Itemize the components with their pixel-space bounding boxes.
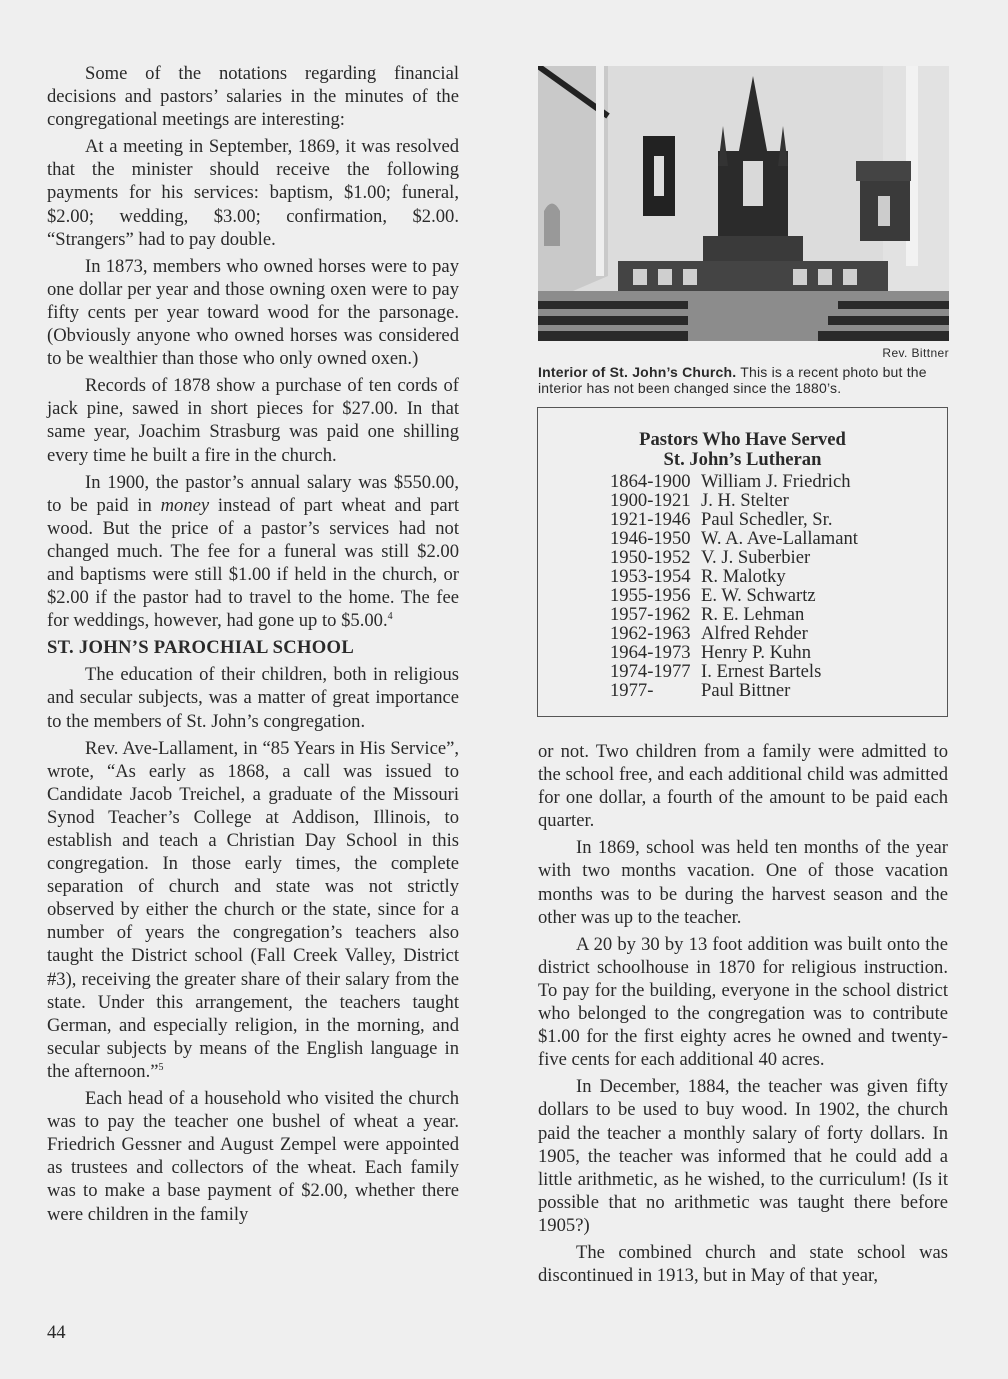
pastor-name: E. W. Schwartz (701, 585, 816, 606)
right-column (538, 740, 948, 1291)
pastor-row (610, 586, 947, 605)
photo-caption (538, 364, 949, 396)
paragraph: The education of their children, both in religious and secular subjects, was a matter of great importance to the members of St. John’s congregation. (47, 664, 459, 732)
paragraph: The combined church and state school was discontinued in 1913, but in May of that year, (538, 1241, 948, 1287)
pastor-years: 1946-1950 (610, 528, 691, 549)
pastors-list (610, 472, 947, 700)
pastor-name: Alfred Rehder (701, 623, 808, 644)
paragraph: Each head of a household who visited the church was to pay the teacher one bushel of wheat a year. Friedrich Gessner and August Zempel were appointed as trustees and collectors of the wheat. Each family was to make a base payment of $2.00, whether there were children in the family (47, 1088, 459, 1225)
pastor-years: 1977- (610, 680, 654, 701)
text: Rev. Ave-Lallament, in “85 Years in His Service”, wrote, “As early as 1868, a call was issued to Candidate Jacob Treichel, a graduate of the Missouri Synod Teacher’s College at Addison, Illinois, to establish and teach a Christian Day School in this congregation. In those early times, the complete separation of church and state was not strictly observed by either the church or the state, since for a number of years the congregation’s teachers also taught the District school (Fall Creek Valley, District #3), receiving the greater share of their salary from the state. Under this arrangement, the teachers taught German, and especially religion, in the morning, and secular subjects by means of the English language in the afternoon.” (47, 737, 459, 1082)
text: In 1900, the pastor’s annual salary was $550.00, to be paid in (47, 471, 459, 516)
church-interior-illustration (538, 66, 949, 341)
pastor-name: V. J. Suberbier (701, 547, 811, 568)
pastors-box-title (538, 430, 947, 470)
pastor-row (610, 662, 947, 681)
pastor-name: W. A. Ave-Lallamant (701, 528, 858, 549)
paragraph: In December, 1884, the teacher was given fifty dollars to be used to buy wood. In 1902, the church paid the teacher a monthly salary of forty dollars. In 1905, the teacher was informed that he could add a little arithmetic, as he wished, to the curriculum! (Is it possible that no arithmetic was taught there before 1905?) (538, 1076, 948, 1236)
paragraph (47, 737, 459, 1083)
pastor-name: R. Malotky (701, 566, 786, 587)
pastor-row (610, 472, 947, 491)
emphasis: money (160, 494, 210, 516)
pastor-row (610, 624, 947, 643)
paragraph: or not. Two children from a family were admitted to the school free, and each additional child was admitted for one dollar, a fourth of the amount to be paid each quarter. (538, 741, 948, 832)
pastor-years: 1962-1963 (610, 623, 691, 644)
pastor-row (610, 491, 947, 510)
pastor-years: 1864-1900 (610, 471, 691, 492)
section-heading: ST. JOHN’S PAROCHIAL SCHOOL (47, 637, 355, 659)
pastor-row (610, 548, 947, 567)
left-column (47, 62, 459, 1230)
pastor-name: Paul Schedler, Sr. (701, 509, 833, 530)
pastor-years: 1953-1954 (610, 566, 691, 587)
pastor-name: Henry P. Kuhn (701, 642, 812, 663)
paragraph-1900 (47, 471, 459, 633)
pastor-row (610, 510, 947, 529)
pastor-name: I. Ernest Bartels (701, 661, 822, 682)
pastor-years: 1950-1952 (610, 547, 691, 568)
pastor-name: Paul Bittner (701, 680, 791, 701)
text: instead of part wheat and part wood. But the price of a pastor’s services had not changed much. The fee for a funeral was still $2.00 and baptisms were still $1.00 if held in the church, or $2.00 if the pastor had to travel to the home. The fee for weddings, however, had gone up to $5.00. (47, 494, 459, 632)
pastor-years: 1921-1946 (610, 509, 691, 530)
paragraph: At a meeting in September, 1869, it was resolved that the minister should receive the following payments for his services: baptism, $1.00; funeral, $2.00; wedding, $3.00; confirmation, $2.00. “Strangers” had to pay double. (47, 136, 459, 250)
pastor-years: 1957-1962 (610, 604, 691, 625)
pastors-box (537, 407, 948, 717)
caption-title: Interior of St. John’s Church. (538, 364, 737, 380)
pastor-row (610, 643, 947, 662)
pastor-name: J. H. Stelter (701, 490, 789, 511)
pastor-years: 1974-1977 (610, 661, 691, 682)
pastor-row (610, 567, 947, 586)
footnote-ref: 5 (158, 1061, 164, 1073)
pastor-row (610, 605, 947, 624)
paragraph: Records of 1878 show a purchase of ten cords of jack pine, sawed in short pieces for $27.00. In that same year, Joachim Strasburg was paid one shilling every time he built a fire in the church. (47, 375, 459, 466)
photo-credit: Rev. Bittner (882, 346, 949, 360)
church-interior-photo (538, 66, 949, 341)
caption-text: This is a recent photo but the interior has not been changed since the 1880’s. (538, 364, 927, 396)
pastor-name: William J. Friedrich (701, 471, 851, 492)
pastor-name: R. E. Lehman (701, 604, 805, 625)
title-line: Pastors Who Have Served (639, 429, 846, 450)
title-line: St. John’s Lutheran (663, 449, 822, 470)
pastor-years: 1964-1973 (610, 642, 691, 663)
pastor-years: 1900-1921 (610, 490, 691, 511)
paragraph: Some of the notations regarding financial decisions and pastors’ salaries in the minutes of the congregational meetings are interesting: (47, 63, 459, 131)
paragraph: In 1873, members who owned horses were to pay one dollar per year and those owning oxen were to pay fifty cents per year toward wood for the parsonage. (Obviously anyone who owned horses was considered to be wealthier than those who only owned oxen.) (47, 255, 459, 370)
paragraph: A 20 by 30 by 13 foot addition was built onto the district schoolhouse in 1870 for religious instruction. To pay for the building, everyone in the school district who belonged to the congregation was to contribute $1.00 for the first eighty acres he owned and twenty-five cents for each additional 40 acres. (538, 933, 948, 1071)
footnote-ref: 4 (387, 610, 393, 622)
pastor-row (610, 681, 947, 700)
pastor-row (610, 529, 947, 548)
pastor-years: 1955-1956 (610, 585, 691, 606)
paragraph: In 1869, school was held ten months of the year with two months vacation. One of those vacation months was to be during the harvest season and the other was up to the teacher. (538, 837, 948, 928)
page-number: 44 (47, 1322, 66, 1343)
